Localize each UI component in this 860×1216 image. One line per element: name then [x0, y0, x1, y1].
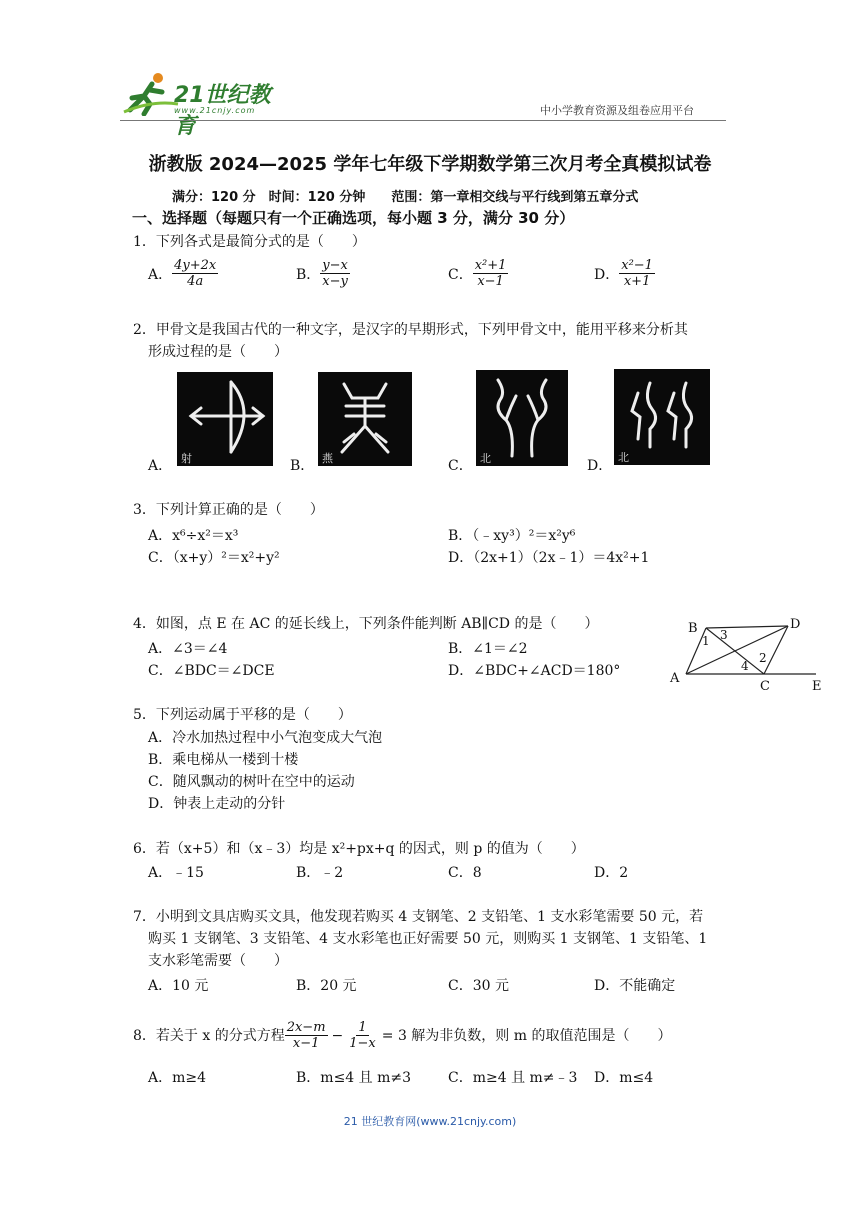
fig-label-d: D [790, 617, 801, 632]
q8-f1-den: x−1 [292, 1036, 320, 1051]
q8-pre: 8．若关于 x 的分式方程 [133, 1027, 285, 1044]
q8-option-c: C．m≥4 且 m≠﹣3 [448, 1070, 578, 1086]
q3-option-b: B．（﹣xy³）²＝x²y⁶ [448, 528, 576, 544]
q1-c-fraction [473, 258, 509, 289]
oracle-a-caption: 射 [181, 452, 192, 465]
q8-fraction-2 [347, 1020, 378, 1051]
section-heading: 一、选择题（每题只有一个正确选项，每小题 3 分，满分 30 分） [132, 209, 575, 227]
question-2-stem-line2: 形成过程的是（ ） [148, 344, 288, 360]
logo [122, 70, 292, 139]
question-5-stem: 5．下列运动属于平移的是（ ） [133, 707, 352, 723]
oracle-c-caption: 北 [480, 452, 491, 465]
fig-label-a: A [670, 671, 680, 686]
q2-c-label: C． [448, 458, 473, 474]
geometry-figure [664, 612, 828, 694]
q1-a-den: 4a [187, 274, 204, 289]
q1-a-num: 4y+2x [174, 258, 217, 273]
runner-logo-icon [122, 70, 180, 116]
q2-a-label: A． [148, 458, 173, 474]
logo-text: 21世纪教育 [174, 83, 271, 139]
q5-option-d: D．钟表上走动的分针 [148, 796, 286, 812]
fig-angle-4: 4 [741, 659, 749, 673]
fig-angle-1: 1 [702, 634, 710, 648]
q7-option-c: C．30 元 [448, 978, 509, 994]
oracle-bow-arrow-glyph-icon [177, 372, 273, 466]
question-7-line3: 支水彩笔需要（ ） [148, 953, 288, 969]
q1-a-label: A． [148, 266, 173, 283]
footer-link[interactable]: 21 世纪教育网(www.21cnjy.com) [343, 1115, 517, 1128]
question-3-stem: 3．下列计算正确的是（ ） [133, 502, 324, 518]
q1-b-num: y−x [322, 258, 348, 273]
oracle-image-c [476, 370, 568, 466]
oracle-d-caption: 北 [618, 451, 629, 464]
q5-option-a: A．冷水加热过程中小气泡变成大气泡 [148, 730, 383, 746]
q2-b-label: B． [290, 458, 315, 474]
q3-option-a: A．x⁶÷x²＝x³ [148, 528, 239, 544]
oracle-back-to-back-glyph-icon [476, 370, 568, 466]
question-4-stem: 4．如图，点 E 在 AC 的延长线上，下列条件能判断 AB∥CD 的是（ ） [133, 616, 599, 632]
q8-f1-num: 2x−m [286, 1020, 326, 1035]
q4-option-c: C．∠BDC＝∠DCE [148, 663, 275, 679]
question-7-line1: 7．小明到文具店购买文具，他发现若购买 4 支钢笔、2 支铅笔、1 支水彩笔需要 50 元，若 [133, 909, 704, 925]
q1-b-fraction [320, 258, 350, 289]
q1-a-fraction [172, 258, 218, 289]
q8-f2-den: 1−x [349, 1036, 376, 1051]
q6-option-a: A．﹣15 [148, 865, 204, 881]
page-title: 浙教版 2024—2025 学年七年级下学期数学第三次月考全真模拟试卷 [148, 154, 712, 175]
q1-option-a [148, 258, 218, 289]
q1-option-c [448, 258, 508, 289]
q8-option-d: D．m≤4 [594, 1070, 654, 1086]
oracle-swallow-glyph-icon [318, 372, 412, 466]
q8-fraction-1 [285, 1020, 328, 1051]
logo-url: www.21cnjy.com [174, 106, 256, 115]
exam-info: 满分：120 分 时间：120 分钟 范围：第一章相交线与平行线到第五章分式 [172, 190, 639, 205]
oracle-side-by-side-glyph-icon [614, 369, 710, 465]
q4-option-b: B．∠1＝∠2 [448, 641, 528, 657]
fig-angle-2: 2 [759, 651, 767, 665]
q6-option-c: C．8 [448, 865, 482, 881]
q6-option-b: B．﹣2 [296, 865, 344, 881]
oracle-image-d [614, 369, 710, 465]
q1-option-b [296, 258, 350, 289]
q7-option-b: B．20 元 [296, 978, 357, 994]
question-8-stem [133, 1020, 671, 1051]
q8-post: = 3 解为非负数，则 m 的取值范围是（ ） [381, 1027, 672, 1044]
q4-option-a: A．∠3＝∠4 [148, 641, 228, 657]
q1-c-num: x²+1 [474, 258, 507, 273]
q1-d-den: x+1 [623, 274, 651, 289]
q5-option-b: B．乘电梯从一楼到十楼 [148, 752, 299, 768]
q4-option-d: D．∠BDC+∠ACD＝180° [448, 663, 621, 679]
q5-option-c: C．随风飘动的树叶在空中的运动 [148, 774, 355, 790]
q1-c-label: C． [448, 266, 473, 283]
q1-d-num: x²−1 [621, 258, 653, 273]
q8-option-a: A．m≥4 [148, 1070, 207, 1086]
q1-option-d [594, 258, 655, 289]
fig-label-e: E [812, 679, 822, 694]
q7-option-d: D．不能确定 [594, 978, 676, 994]
q1-b-den: x−y [322, 274, 348, 289]
q6-option-d: D．2 [594, 865, 629, 881]
q1-d-fraction [619, 258, 655, 289]
oracle-b-caption: 燕 [322, 452, 333, 465]
platform-name: 中小学教育资源及组卷应用平台 [540, 104, 694, 117]
question-2-stem-line1: 2．甲骨文是我国古代的一种文字，是汉字的早期形式，下列甲骨文中，能用平移来分析其 [133, 322, 688, 338]
q8-f2-num: 1 [358, 1020, 367, 1035]
fig-label-c: C [760, 679, 770, 694]
q3-option-d: D．（2x+1）（2x﹣1）＝4x²+1 [448, 550, 650, 566]
q2-d-label: D． [587, 458, 613, 474]
q1-b-label: B． [296, 266, 321, 283]
question-1-stem: 1．下列各式是最简分式的是（ ） [133, 234, 366, 250]
question-6-stem: 6．若（x+5）和（x﹣3）均是 x²+px+q 的因式，则 p 的值为（ ） [133, 841, 585, 857]
q3-option-c: C．（x+y）²＝x²+y² [148, 550, 280, 566]
q1-d-label: D． [594, 266, 620, 283]
q1-c-den: x−1 [477, 274, 504, 289]
fig-angle-3: 3 [720, 628, 728, 642]
oracle-image-a [177, 372, 273, 466]
q7-option-a: A．10 元 [148, 978, 209, 994]
q8-minus: − [331, 1027, 344, 1044]
fig-label-b: B [688, 621, 698, 636]
q8-option-b: B．m≤4 且 m≠3 [296, 1070, 412, 1086]
oracle-image-b [318, 372, 412, 466]
header-divider [120, 120, 726, 121]
question-7-line2: 购买 1 支钢笔、3 支铅笔、4 支水彩笔也正好需要 50 元，则购买 1 支钢笔、1 支铅笔、1 [148, 931, 708, 947]
